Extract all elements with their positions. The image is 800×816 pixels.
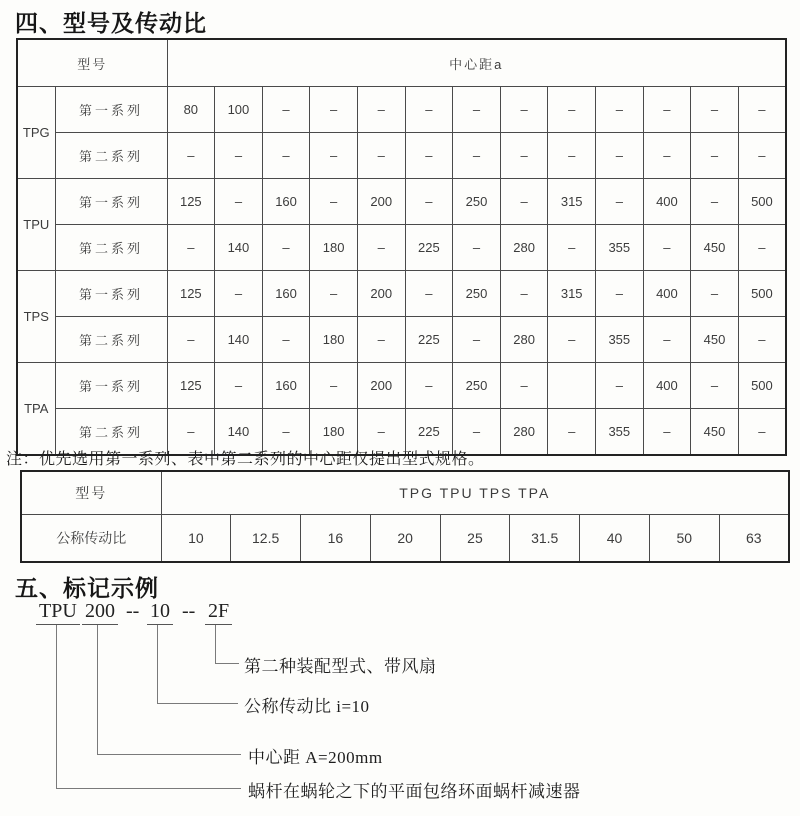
cd-cell: – (691, 179, 739, 225)
model-column-header: 型号 (21, 471, 161, 515)
cd-cell: – (691, 363, 739, 409)
cd-cell: 160 (262, 271, 310, 317)
cd-cell: 80 (167, 87, 215, 133)
cd-cell: – (262, 409, 310, 456)
table-row-tpa-series1 (17, 363, 786, 409)
series1-label-cell: 第一系列 (55, 87, 167, 133)
marking-code-ratio: 10 (147, 600, 173, 625)
ratio-table-header-row (21, 471, 789, 515)
cd-cell: – (357, 87, 405, 133)
series1-label-cell: 第一系列 (55, 271, 167, 317)
callout-nominal-ratio: 公称传动比 i=10 (244, 697, 370, 716)
center-distance-column-header: 中心距a (167, 39, 786, 87)
cd-cell: – (405, 179, 453, 225)
model-cell-tpa: TPA (17, 363, 55, 456)
cd-cell: – (596, 179, 644, 225)
cd-cell: 125 (167, 271, 215, 317)
ratio-cell: 31.5 (510, 515, 580, 563)
series2-label-cell: 第二系列 (55, 409, 167, 456)
cd-cell: – (215, 271, 263, 317)
cd-cell: – (357, 409, 405, 456)
cd-cell: – (310, 133, 358, 179)
cd-cell: 140 (215, 317, 263, 363)
cd-cell: 250 (453, 271, 501, 317)
cd-cell: – (500, 133, 548, 179)
table-row-tpu-series2 (17, 225, 786, 271)
table-row-tpg-series2 (17, 133, 786, 179)
cd-cell: – (500, 363, 548, 409)
leader-line-assembly (215, 625, 239, 664)
cd-cell: – (500, 87, 548, 133)
cd-cell: 315 (548, 179, 596, 225)
cd-cell: – (596, 363, 644, 409)
table-row-tpg-series1 (17, 87, 786, 133)
cd-cell: – (405, 133, 453, 179)
cd-cell: – (643, 133, 691, 179)
ratio-cell: 50 (649, 515, 719, 563)
priority-note: 注：优先选用第一系列、表中第二系列的中心距仅提出型式规格。 (6, 451, 485, 468)
cd-cell: – (500, 271, 548, 317)
cd-cell: – (357, 225, 405, 271)
cd-cell: – (453, 133, 501, 179)
ratio-cell: 63 (719, 515, 789, 563)
cd-cell: 250 (453, 179, 501, 225)
cd-cell: – (262, 225, 310, 271)
cd-cell: – (453, 225, 501, 271)
cd-cell: – (738, 409, 786, 456)
cd-cell: – (262, 133, 310, 179)
cd-cell: 125 (167, 179, 215, 225)
cd-cell: 140 (215, 225, 263, 271)
cd-cell: 200 (357, 271, 405, 317)
cd-cell: – (738, 317, 786, 363)
cd-cell: 225 (405, 317, 453, 363)
marking-code-assembly: 2F (205, 600, 232, 625)
series2-label-cell: 第二系列 (55, 317, 167, 363)
callout-center-distance: 中心距 A=200mm (248, 748, 383, 767)
series2-label-cell: 第二系列 (55, 225, 167, 271)
cd-cell: 500 (738, 179, 786, 225)
cd-cell: – (310, 363, 358, 409)
model-cell-tpg: TPG (17, 87, 55, 179)
leader-line-model (56, 625, 241, 789)
cd-cell: – (548, 87, 596, 133)
cd-cell: 280 (500, 225, 548, 271)
model-values-cell: TPG TPU TPS TPA (161, 471, 789, 515)
cd-cell: – (643, 225, 691, 271)
cd-cell: 225 (405, 225, 453, 271)
cd-cell: – (500, 179, 548, 225)
model-column-header: 型号 (17, 39, 167, 87)
cd-cell: – (691, 87, 739, 133)
series1-label-cell: 第一系列 (55, 363, 167, 409)
cd-cell: – (643, 87, 691, 133)
marking-code-model: TPU (36, 600, 80, 625)
ratio-cell: 20 (370, 515, 440, 563)
table-row-tps-series1 (17, 271, 786, 317)
cd-cell: 160 (262, 363, 310, 409)
cd-cell: – (596, 271, 644, 317)
cd-cell: 400 (643, 271, 691, 317)
cd-cell: – (738, 133, 786, 179)
cd-cell: 225 (405, 409, 453, 456)
model-cell-tpu: TPU (17, 179, 55, 271)
callout-assembly-type: 第二种装配型式、带风扇 (244, 657, 437, 676)
cd-cell: – (548, 317, 596, 363)
cd-cell: – (738, 87, 786, 133)
cd-cell: – (262, 87, 310, 133)
series1-label-cell: 第一系列 (55, 179, 167, 225)
cd-cell: 400 (643, 363, 691, 409)
table-row-tps-series2 (17, 317, 786, 363)
cd-cell: 450 (691, 409, 739, 456)
cd-cell: 180 (310, 225, 358, 271)
cd-cell: – (215, 363, 263, 409)
cd-cell: – (453, 317, 501, 363)
cd-cell: 180 (310, 409, 358, 456)
ratio-row-label: 公称传动比 (21, 515, 161, 563)
leader-line-center-distance (97, 625, 241, 755)
cd-cell: – (167, 317, 215, 363)
cd-cell: 125 (167, 363, 215, 409)
cd-cell: – (167, 225, 215, 271)
cd-cell: – (596, 87, 644, 133)
cd-cell: 200 (357, 363, 405, 409)
cd-cell: 500 (738, 271, 786, 317)
table-header-row (17, 39, 786, 87)
cd-cell: – (453, 409, 501, 456)
cd-cell: – (357, 317, 405, 363)
cd-cell: – (310, 179, 358, 225)
cd-cell: – (643, 317, 691, 363)
cd-cell: – (167, 133, 215, 179)
cd-cell: 280 (500, 317, 548, 363)
cd-cell: – (405, 87, 453, 133)
cd-cell: – (548, 225, 596, 271)
cd-cell: 180 (310, 317, 358, 363)
model-cell-tps: TPS (17, 271, 55, 363)
cd-cell: – (405, 271, 453, 317)
cd-cell: – (691, 133, 739, 179)
cd-cell: – (310, 87, 358, 133)
ratio-cell: 10 (161, 515, 231, 563)
callout-reducer-type: 蜗杆在蜗轮之下的平面包络环面蜗杆减速器 (248, 782, 581, 801)
cd-cell: 355 (596, 317, 644, 363)
cd-cell: 450 (691, 317, 739, 363)
section-title-marking: 五、标记示例 (15, 575, 159, 601)
leader-line-ratio (157, 625, 238, 704)
cd-cell: 400 (643, 179, 691, 225)
cd-cell: 280 (500, 409, 548, 456)
ratio-cell: 12.5 (231, 515, 301, 563)
cd-cell: – (357, 133, 405, 179)
nominal-ratio-table (20, 470, 790, 563)
ratio-table-values-row (21, 515, 789, 563)
ratio-cell: 40 (580, 515, 650, 563)
cd-cell: 355 (596, 225, 644, 271)
table-row-tpu-series1 (17, 179, 786, 225)
cd-cell: 160 (262, 179, 310, 225)
cd-cell: 100 (215, 87, 263, 133)
cd-cell: – (548, 409, 596, 456)
cd-cell: – (596, 133, 644, 179)
cd-cell: 450 (691, 225, 739, 271)
cd-cell: 200 (357, 179, 405, 225)
cd-cell: – (262, 317, 310, 363)
cd-cell: – (548, 133, 596, 179)
cd-cell: 315 (548, 271, 596, 317)
ratio-cell: 25 (440, 515, 510, 563)
cd-cell: 500 (738, 363, 786, 409)
cd-cell: – (453, 87, 501, 133)
section-title-models: 四、型号及传动比 (15, 10, 207, 36)
cd-cell: – (738, 225, 786, 271)
ratio-cell: 16 (301, 515, 371, 563)
marking-code-separator: -- (182, 600, 196, 622)
series2-label-cell: 第二系列 (55, 133, 167, 179)
cd-cell: – (215, 133, 263, 179)
model-center-distance-table (16, 38, 787, 456)
cd-cell (548, 363, 596, 409)
cd-cell: – (310, 271, 358, 317)
cd-cell: – (691, 271, 739, 317)
cd-cell: – (215, 179, 263, 225)
cd-cell: – (643, 409, 691, 456)
cd-cell: – (405, 363, 453, 409)
cd-cell: 140 (215, 409, 263, 456)
cd-cell: 250 (453, 363, 501, 409)
cd-cell: – (167, 409, 215, 456)
marking-code-center-distance: 200 (82, 600, 118, 625)
marking-code-separator: -- (126, 600, 140, 622)
cd-cell: 355 (596, 409, 644, 456)
